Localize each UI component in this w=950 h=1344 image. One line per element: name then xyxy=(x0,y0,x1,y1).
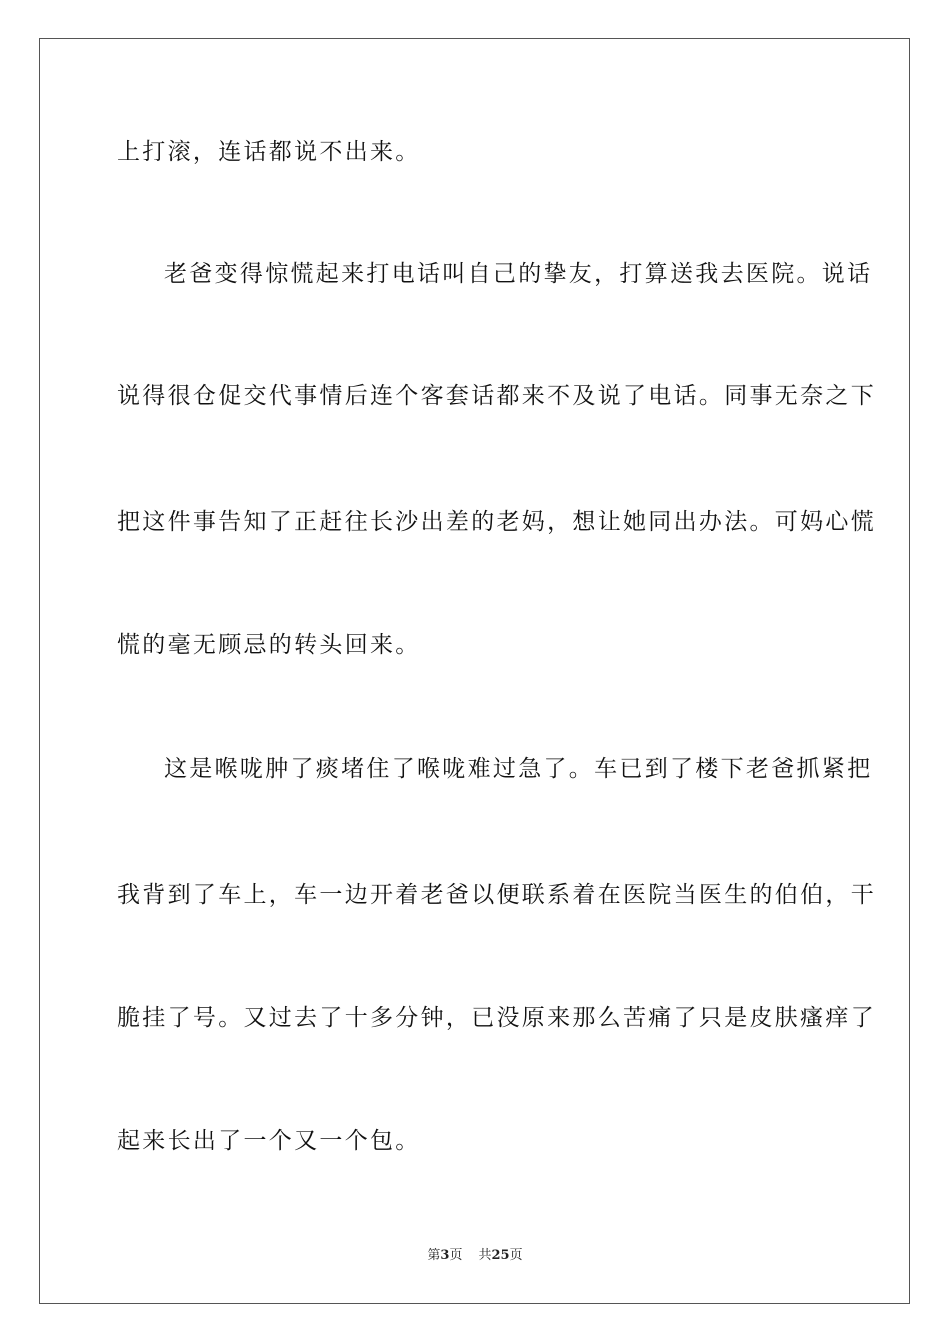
page-suffix: 页 xyxy=(449,1248,463,1263)
text-line: 起来长出了一个又一个包。 xyxy=(117,1128,421,1154)
text-line: 慌的毫无顾忌的转头回来。 xyxy=(117,632,421,658)
page-border xyxy=(39,38,910,1304)
page-number: 3 xyxy=(440,1248,450,1263)
total-pages: 25 xyxy=(491,1248,510,1263)
page-footer xyxy=(0,1247,950,1265)
page-prefix: 第 xyxy=(427,1248,441,1263)
text-line: 上打滚，连话都说不出来。 xyxy=(117,139,421,165)
total-prefix: 共 xyxy=(478,1248,492,1263)
text-line: 我背到了车上，车一边开着老爸以便联系着在医院当医生的伯伯，干 xyxy=(117,882,876,908)
total-suffix: 页 xyxy=(509,1248,523,1263)
paragraph-first-line: 老爸变得惊慌起来打电话叫自己的挚友，打算送我去医院。说话 xyxy=(164,261,873,287)
text-line: 把这件事告知了正赶往长沙出差的老妈，想让她同出办法。可妈心慌 xyxy=(117,509,876,535)
text-line: 脆挂了号。又过去了十多分钟，已没原来那么苦痛了只是皮肤瘙痒了 xyxy=(117,1005,876,1031)
text-line: 说得很仓促交代事情后连个客套话都来不及说了电话。同事无奈之下 xyxy=(117,383,876,409)
paragraph-first-line: 这是喉咙肿了痰堵住了喉咙难过急了。车已到了楼下老爸抓紧把 xyxy=(164,756,873,782)
